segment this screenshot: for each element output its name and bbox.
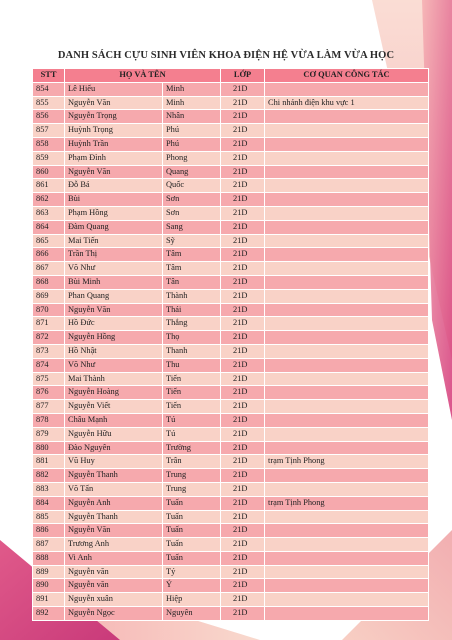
cell-surname: Phạm Đình bbox=[65, 151, 163, 165]
cell-surname: Võ Như bbox=[65, 358, 163, 372]
cell-given-name: Tâm bbox=[163, 262, 221, 276]
cell-surname: Nguyễn Hữu bbox=[65, 427, 163, 441]
table-row bbox=[33, 248, 429, 262]
cell-class: 21D bbox=[221, 579, 265, 593]
table-row bbox=[33, 110, 429, 124]
cell-given-name: Tuấn bbox=[163, 524, 221, 538]
cell-organization bbox=[265, 248, 429, 262]
cell-surname: Phạm Hồng bbox=[65, 206, 163, 220]
cell-class: 21D bbox=[221, 524, 265, 538]
table-row bbox=[33, 358, 429, 372]
cell-given-name: Phong bbox=[163, 151, 221, 165]
cell-given-name: Thanh bbox=[163, 344, 221, 358]
cell-given-name: Tâm bbox=[163, 248, 221, 262]
cell-organization bbox=[265, 82, 429, 96]
cell-class: 21D bbox=[221, 538, 265, 552]
cell-organization bbox=[265, 551, 429, 565]
cell-given-name: Tiến bbox=[163, 400, 221, 414]
table-row bbox=[33, 151, 429, 165]
cell-class: 21D bbox=[221, 482, 265, 496]
cell-surname: Nguyễn Văn bbox=[65, 165, 163, 179]
cell-organization bbox=[265, 193, 429, 207]
cell-given-name: Tuấn bbox=[163, 496, 221, 510]
table-row bbox=[33, 124, 429, 138]
cell-organization bbox=[265, 565, 429, 579]
table-row bbox=[33, 303, 429, 317]
cell-stt: 882 bbox=[33, 469, 65, 483]
cell-organization bbox=[265, 607, 429, 621]
cell-class: 21D bbox=[221, 372, 265, 386]
cell-stt: 860 bbox=[33, 165, 65, 179]
cell-class: 21D bbox=[221, 386, 265, 400]
cell-given-name: Tiến bbox=[163, 372, 221, 386]
cell-class: 21D bbox=[221, 469, 265, 483]
table-row bbox=[33, 427, 429, 441]
cell-given-name: Tú bbox=[163, 413, 221, 427]
cell-organization bbox=[265, 165, 429, 179]
cell-stt: 885 bbox=[33, 510, 65, 524]
cell-organization bbox=[265, 317, 429, 331]
cell-surname: Trần Thị bbox=[65, 248, 163, 262]
cell-class: 21D bbox=[221, 289, 265, 303]
table-row bbox=[33, 469, 429, 483]
cell-surname: Mai Thành bbox=[65, 372, 163, 386]
cell-stt: 871 bbox=[33, 317, 65, 331]
cell-given-name: Thái bbox=[163, 303, 221, 317]
cell-surname: Hồ Nhật bbox=[65, 344, 163, 358]
cell-surname: Huỳnh Trọng bbox=[65, 124, 163, 138]
cell-stt: 883 bbox=[33, 482, 65, 496]
cell-class: 21D bbox=[221, 179, 265, 193]
cell-surname: Nguyễn Văn bbox=[65, 524, 163, 538]
cell-given-name: Sang bbox=[163, 220, 221, 234]
cell-organization bbox=[265, 206, 429, 220]
cell-organization bbox=[265, 303, 429, 317]
cell-stt: 886 bbox=[33, 524, 65, 538]
cell-given-name: Trung bbox=[163, 482, 221, 496]
table-row bbox=[33, 193, 429, 207]
table-row bbox=[33, 344, 429, 358]
cell-surname: Nguyễn Ngọc bbox=[65, 607, 163, 621]
cell-stt: 872 bbox=[33, 331, 65, 345]
cell-surname: Phan Quang bbox=[65, 289, 163, 303]
cell-organization bbox=[265, 510, 429, 524]
table-row bbox=[33, 579, 429, 593]
table-row bbox=[33, 441, 429, 455]
cell-given-name: Quốc bbox=[163, 179, 221, 193]
cell-stt: 890 bbox=[33, 579, 65, 593]
cell-organization bbox=[265, 220, 429, 234]
cell-given-name: Sơn bbox=[163, 206, 221, 220]
cell-stt: 865 bbox=[33, 234, 65, 248]
cell-class: 21D bbox=[221, 303, 265, 317]
cell-organization bbox=[265, 331, 429, 345]
cell-given-name: Trân bbox=[163, 455, 221, 469]
cell-class: 21D bbox=[221, 317, 265, 331]
cell-stt: 877 bbox=[33, 400, 65, 414]
cell-class: 21D bbox=[221, 455, 265, 469]
cell-stt: 884 bbox=[33, 496, 65, 510]
table-row bbox=[33, 96, 429, 110]
cell-class: 21D bbox=[221, 510, 265, 524]
cell-class: 21D bbox=[221, 82, 265, 96]
table-row bbox=[33, 289, 429, 303]
header-class: LỚP bbox=[221, 69, 265, 83]
cell-given-name: Thọ bbox=[163, 331, 221, 345]
cell-stt: 862 bbox=[33, 193, 65, 207]
cell-surname: Nguyễn Văn bbox=[65, 96, 163, 110]
cell-surname: Trương Anh bbox=[65, 538, 163, 552]
cell-organization bbox=[265, 593, 429, 607]
cell-stt: 857 bbox=[33, 124, 65, 138]
alumni-table-container bbox=[32, 68, 428, 621]
cell-organization bbox=[265, 427, 429, 441]
cell-class: 21D bbox=[221, 96, 265, 110]
cell-surname: Nguyễn Anh bbox=[65, 496, 163, 510]
table-row bbox=[33, 455, 429, 469]
cell-stt: 888 bbox=[33, 551, 65, 565]
table-row bbox=[33, 413, 429, 427]
table-row bbox=[33, 82, 429, 96]
cell-stt: 889 bbox=[33, 565, 65, 579]
alumni-table bbox=[32, 68, 429, 621]
table-row bbox=[33, 317, 429, 331]
table-row bbox=[33, 234, 429, 248]
cell-surname: Nguyễn Hoàng bbox=[65, 386, 163, 400]
cell-given-name: Sơn bbox=[163, 193, 221, 207]
cell-organization bbox=[265, 538, 429, 552]
table-row bbox=[33, 510, 429, 524]
table-row bbox=[33, 565, 429, 579]
cell-organization bbox=[265, 524, 429, 538]
cell-organization bbox=[265, 262, 429, 276]
cell-surname: Nguyễn xuân bbox=[65, 593, 163, 607]
cell-given-name: Tý bbox=[163, 565, 221, 579]
cell-class: 21D bbox=[221, 593, 265, 607]
cell-class: 21D bbox=[221, 565, 265, 579]
cell-organization bbox=[265, 386, 429, 400]
cell-given-name: Nguyên bbox=[163, 607, 221, 621]
cell-surname: Nguyễn văn bbox=[65, 565, 163, 579]
cell-surname: Mai Tiến bbox=[65, 234, 163, 248]
cell-stt: 881 bbox=[33, 455, 65, 469]
cell-stt: 858 bbox=[33, 137, 65, 151]
table-row bbox=[33, 524, 429, 538]
cell-stt: 878 bbox=[33, 413, 65, 427]
cell-class: 21D bbox=[221, 496, 265, 510]
cell-given-name: Tuấn bbox=[163, 538, 221, 552]
cell-given-name: Nhân bbox=[163, 110, 221, 124]
header-org: CƠ QUAN CÔNG TÁC bbox=[265, 69, 429, 83]
table-row bbox=[33, 137, 429, 151]
cell-class: 21D bbox=[221, 344, 265, 358]
table-row bbox=[33, 275, 429, 289]
header-stt: STT bbox=[33, 69, 65, 83]
table-row bbox=[33, 262, 429, 276]
cell-organization bbox=[265, 275, 429, 289]
cell-organization bbox=[265, 372, 429, 386]
cell-surname: Nguyễn Hồng bbox=[65, 331, 163, 345]
cell-stt: 870 bbox=[33, 303, 65, 317]
cell-stt: 891 bbox=[33, 593, 65, 607]
cell-surname: Võ Như bbox=[65, 262, 163, 276]
cell-surname: Đàm Quang bbox=[65, 220, 163, 234]
cell-class: 21D bbox=[221, 234, 265, 248]
table-row bbox=[33, 165, 429, 179]
cell-given-name: Minh bbox=[163, 82, 221, 96]
cell-stt: 879 bbox=[33, 427, 65, 441]
cell-surname: Nguyễn Trọng bbox=[65, 110, 163, 124]
page-title: DANH SÁCH CỰU SINH VIÊN KHOA ĐIỆN HỆ VỪA LÀM VỪA HỌC bbox=[57, 50, 395, 61]
cell-organization bbox=[265, 234, 429, 248]
cell-given-name: Trường bbox=[163, 441, 221, 455]
cell-given-name: Thắng bbox=[163, 317, 221, 331]
cell-surname: Nguyễn Thanh bbox=[65, 469, 163, 483]
table-row bbox=[33, 400, 429, 414]
cell-class: 21D bbox=[221, 110, 265, 124]
cell-class: 21D bbox=[221, 137, 265, 151]
cell-stt: 875 bbox=[33, 372, 65, 386]
cell-given-name: Thu bbox=[163, 358, 221, 372]
cell-given-name: Tiến bbox=[163, 386, 221, 400]
cell-stt: 855 bbox=[33, 96, 65, 110]
cell-organization bbox=[265, 137, 429, 151]
cell-organization bbox=[265, 469, 429, 483]
cell-given-name: Trung bbox=[163, 469, 221, 483]
cell-surname: Nguyễn Thanh bbox=[65, 510, 163, 524]
cell-class: 21D bbox=[221, 441, 265, 455]
cell-given-name: Hiệp bbox=[163, 593, 221, 607]
table-row bbox=[33, 607, 429, 621]
cell-given-name: Phú bbox=[163, 137, 221, 151]
cell-organization bbox=[265, 344, 429, 358]
table-row bbox=[33, 551, 429, 565]
cell-stt: 887 bbox=[33, 538, 65, 552]
cell-surname: Lê Hiếu bbox=[65, 82, 163, 96]
table-row bbox=[33, 179, 429, 193]
cell-class: 21D bbox=[221, 551, 265, 565]
cell-given-name: Phú bbox=[163, 124, 221, 138]
cell-organization bbox=[265, 358, 429, 372]
cell-stt: 867 bbox=[33, 262, 65, 276]
table-header-row bbox=[33, 69, 429, 83]
cell-surname: Châu Mạnh bbox=[65, 413, 163, 427]
cell-stt: 892 bbox=[33, 607, 65, 621]
cell-surname: Nguyễn văn bbox=[65, 579, 163, 593]
cell-organization bbox=[265, 124, 429, 138]
cell-stt: 866 bbox=[33, 248, 65, 262]
cell-surname: Đỗ Bá bbox=[65, 179, 163, 193]
cell-given-name: Tú bbox=[163, 427, 221, 441]
table-row bbox=[33, 496, 429, 510]
cell-organization bbox=[265, 289, 429, 303]
table-row bbox=[33, 220, 429, 234]
cell-class: 21D bbox=[221, 331, 265, 345]
cell-surname: Vi Anh bbox=[65, 551, 163, 565]
cell-given-name: Sỹ bbox=[163, 234, 221, 248]
cell-class: 21D bbox=[221, 275, 265, 289]
cell-surname: Bùi Minh bbox=[65, 275, 163, 289]
cell-class: 21D bbox=[221, 607, 265, 621]
table-row bbox=[33, 593, 429, 607]
cell-given-name: Thành bbox=[163, 289, 221, 303]
table-row bbox=[33, 538, 429, 552]
cell-surname: Vũ Huy bbox=[65, 455, 163, 469]
cell-stt: 876 bbox=[33, 386, 65, 400]
table-row bbox=[33, 482, 429, 496]
cell-surname: Nguyễn Văn bbox=[65, 303, 163, 317]
cell-organization bbox=[265, 179, 429, 193]
cell-class: 21D bbox=[221, 124, 265, 138]
cell-stt: 861 bbox=[33, 179, 65, 193]
cell-organization: trạm Tịnh Phong bbox=[265, 455, 429, 469]
cell-stt: 863 bbox=[33, 206, 65, 220]
cell-surname: Đào Nguyên bbox=[65, 441, 163, 455]
cell-organization bbox=[265, 151, 429, 165]
cell-class: 21D bbox=[221, 413, 265, 427]
cell-organization bbox=[265, 441, 429, 455]
cell-surname: Võ Tấn bbox=[65, 482, 163, 496]
cell-class: 21D bbox=[221, 248, 265, 262]
header-name: HỌ VÀ TÊN bbox=[65, 69, 221, 83]
cell-organization bbox=[265, 482, 429, 496]
cell-class: 21D bbox=[221, 427, 265, 441]
table-row bbox=[33, 386, 429, 400]
cell-stt: 874 bbox=[33, 358, 65, 372]
cell-stt: 873 bbox=[33, 344, 65, 358]
cell-surname: Huỳnh Trần bbox=[65, 137, 163, 151]
cell-organization bbox=[265, 400, 429, 414]
cell-given-name: Tân bbox=[163, 275, 221, 289]
cell-organization bbox=[265, 413, 429, 427]
cell-stt: 856 bbox=[33, 110, 65, 124]
cell-stt: 880 bbox=[33, 441, 65, 455]
cell-class: 21D bbox=[221, 220, 265, 234]
cell-class: 21D bbox=[221, 262, 265, 276]
cell-given-name: Tuấn bbox=[163, 551, 221, 565]
cell-class: 21D bbox=[221, 400, 265, 414]
cell-given-name: Quang bbox=[163, 165, 221, 179]
cell-given-name: Ý bbox=[163, 579, 221, 593]
cell-stt: 868 bbox=[33, 275, 65, 289]
cell-class: 21D bbox=[221, 358, 265, 372]
cell-class: 21D bbox=[221, 151, 265, 165]
cell-organization bbox=[265, 110, 429, 124]
cell-organization bbox=[265, 579, 429, 593]
cell-class: 21D bbox=[221, 165, 265, 179]
table-row bbox=[33, 331, 429, 345]
cell-stt: 864 bbox=[33, 220, 65, 234]
cell-organization: Chi nhánh điện khu vực 1 bbox=[265, 96, 429, 110]
cell-stt: 869 bbox=[33, 289, 65, 303]
cell-given-name: Tuấn bbox=[163, 510, 221, 524]
cell-surname: Nguyễn Viết bbox=[65, 400, 163, 414]
cell-organization: trạm Tịnh Phong bbox=[265, 496, 429, 510]
cell-class: 21D bbox=[221, 206, 265, 220]
table-row bbox=[33, 206, 429, 220]
cell-surname: Hồ Đức bbox=[65, 317, 163, 331]
cell-stt: 859 bbox=[33, 151, 65, 165]
cell-stt: 854 bbox=[33, 82, 65, 96]
cell-given-name: Minh bbox=[163, 96, 221, 110]
cell-class: 21D bbox=[221, 193, 265, 207]
cell-surname: Bùi bbox=[65, 193, 163, 207]
table-row bbox=[33, 372, 429, 386]
